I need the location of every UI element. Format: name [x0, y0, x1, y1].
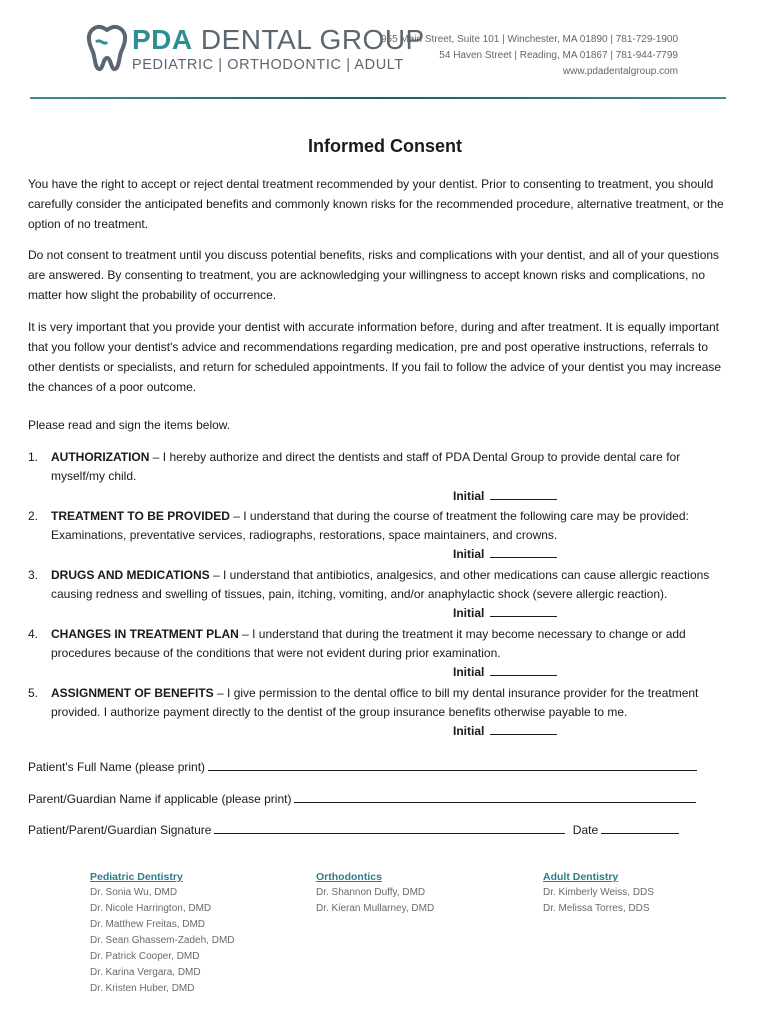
initial-field[interactable]: Initial — [453, 604, 557, 623]
doctor-name: Dr. Kristen Huber, DMD — [90, 983, 195, 994]
item-heading: AUTHORIZATION — [51, 450, 150, 464]
guardian-name-row — [28, 790, 696, 806]
item-heading: CHANGES IN TREATMENT PLAN — [51, 627, 239, 641]
doctor-name: Dr. Karina Vergara, DMD — [90, 967, 201, 978]
initial-line[interactable] — [490, 605, 557, 617]
initial-line[interactable] — [490, 488, 557, 500]
address-line-reading: 54 Haven Street | Reading, MA 01867 | 781-944-7799 — [439, 50, 678, 61]
initial-field[interactable]: Initial — [453, 545, 557, 564]
doctor-name: Dr. Melissa Torres, DDS — [543, 903, 650, 914]
logo — [86, 24, 425, 76]
item-heading: DRUGS AND MEDICATIONS — [51, 568, 210, 582]
initial-field[interactable]: Initial — [453, 663, 557, 682]
item-text: – I understand that antibiotics, analgesics, and other medications can cause allergic reactions causing redness and swelling of tissues, pain, itching, vomiting, and/or anaphylactic shock (severe allergic reaction). — [51, 568, 710, 601]
pediatric-column — [90, 869, 235, 997]
office-addresses — [381, 32, 678, 80]
tooth-logo-icon — [86, 24, 128, 72]
doctor-name: Dr. Patrick Cooper, DMD — [90, 951, 200, 962]
signature-label: Patient/Parent/Guardian Signature — [28, 823, 212, 837]
orthodontics-heading: Orthodontics — [316, 871, 382, 883]
patient-name-label: Patient's Full Name (please print) — [28, 760, 206, 774]
item-text: – I give permission to the dental office to bill my dental insurance provider for the treatment provided. I authorize payment directly to the dentist of the group insurance benefits otherwise payable to me. — [51, 686, 699, 719]
page-title: Informed Consent — [307, 136, 462, 156]
instruction-text: Please read and sign the items below. — [28, 418, 231, 432]
header-divider — [30, 97, 726, 99]
date-field[interactable] — [601, 821, 679, 834]
accuracy-paragraph: It is very important that you provide your dentist with accurate information before, during and after treatment. It is equally important that you follow your dentist's advice and recommendations regarding medication, pre and post operative instructions, referrals to other dentists or specialists, and return for scheduled appointments. If you fail to follow the advice of your dentist you may increase the chances of a poor outcome. — [28, 320, 722, 394]
patient-name-field[interactable] — [208, 758, 697, 771]
adult-heading: Adult Dentistry — [543, 871, 619, 883]
doctor-name: Dr. Nicole Harrington, DMD — [90, 903, 212, 914]
doctor-name: Dr. Kieran Mullarney, DMD — [316, 903, 435, 914]
item-text: – I hereby authorize and direct the dentists and staff of PDA Dental Group to provide dental care for myself/my child. — [51, 450, 681, 483]
doctor-name: Dr. Shannon Duffy, DMD — [316, 887, 426, 898]
item-heading: TREATMENT TO BE PROVIDED — [51, 509, 230, 523]
initial-line[interactable] — [490, 546, 557, 558]
date-label: Date — [572, 823, 599, 837]
guardian-name-field[interactable] — [294, 790, 696, 803]
doctor-name: Dr. Matthew Freitas, DMD — [90, 919, 206, 930]
initial-field[interactable]: Initial — [453, 487, 557, 506]
initial-line[interactable] — [490, 723, 557, 735]
patient-name-row — [28, 758, 697, 774]
intro-paragraph: You have the right to accept or reject dental treatment recommended by your dentist. Prior to consenting to treatment, you should carefully consider the anticipated benefits and commonly known risks for the recommended procedure, alternative treatment, or the option of no treatment. — [28, 177, 724, 231]
guardian-name-label: Parent/Guardian Name if applicable (please print) — [28, 792, 292, 806]
item-number: 5. — [28, 686, 39, 700]
signature-field[interactable] — [214, 821, 565, 834]
item-number: 4. — [28, 627, 39, 641]
signature-row — [28, 821, 679, 837]
item-number: 2. — [28, 509, 39, 523]
item-text: – I understand that during the course of treatment the following care may be provided: Examinations, preventative services, radiographs, restorations, space maintainers, and crowns. — [51, 509, 689, 542]
item-heading: ASSIGNMENT OF BENEFITS — [51, 686, 214, 700]
consent-paragraph: Do not consent to treatment until you discuss potential benefits, risks and complications with your dentist, and all of your questions are answered. By consenting to treatment, you are acknowledging your willingness to accept known risks and complications, no matter how slight the probability of occurrence. — [28, 248, 720, 302]
website-link[interactable]: www.pdadentalgroup.com — [562, 66, 678, 77]
doctor-name: Dr. Sean Ghassem-Zadeh, DMD — [90, 935, 235, 946]
pediatric-heading: Pediatric Dentistry — [90, 871, 183, 883]
item-number: 1. — [28, 450, 39, 464]
doctor-name: Dr. Kimberly Weiss, DDS — [543, 887, 654, 898]
initial-field[interactable]: Initial — [453, 722, 557, 741]
item-text: – I understand that during the treatment it may become necessary to change or add procedures because of the conditions that were not evident during prior examination. — [51, 627, 686, 660]
doctor-name: Dr. Sonia Wu, DMD — [90, 887, 178, 898]
brand-name: PDA DENTAL GROUP — [132, 24, 425, 55]
initial-line[interactable] — [490, 664, 557, 676]
address-line-winchester: 955 Main Street, Suite 101 | Winchester, MA 01890 | 781-729-1900 — [380, 34, 678, 45]
item-number: 3. — [28, 568, 39, 582]
adult-column — [543, 869, 654, 917]
orthodontics-column — [316, 869, 434, 917]
brand-tagline: PEDIATRIC | ORTHODONTIC | ADULT — [132, 57, 404, 73]
